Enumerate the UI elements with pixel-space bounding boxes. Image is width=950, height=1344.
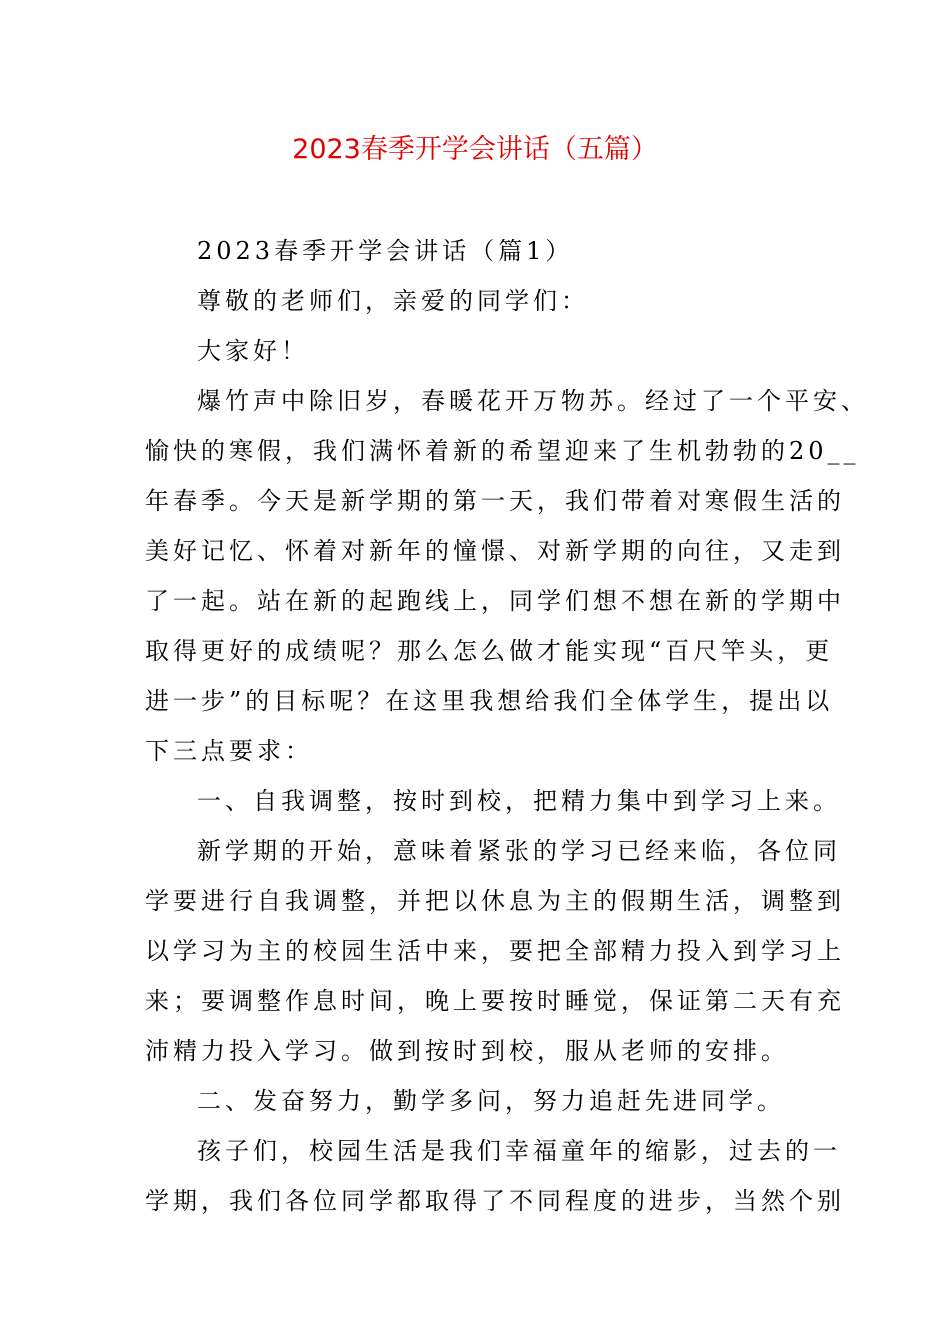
greeting: 大家好！ [197, 337, 309, 365]
salutation: 尊敬的老师们，亲爱的同学们： [197, 287, 589, 315]
paragraph-line: 新学期的开始，意味着紧张的学习已经来临，各位同 [197, 837, 841, 865]
paragraph-line: 爆竹声中除旧岁，春暖花开万物苏。经过了一个平安、 [197, 387, 869, 415]
paragraph-line: 美好记忆、怀着对新年的憧憬、对新学期的向往，又走到 [145, 537, 845, 565]
paragraph-line: 下三点要求： [145, 737, 313, 765]
paragraph-line: 愉快的寒假，我们满怀着新的希望迎来了生机勃勃的20__ [145, 437, 860, 465]
paragraph-line: 沛精力投入学习。做到按时到校，服从老师的安排。 [145, 1037, 789, 1065]
document-body [145, 226, 869, 1226]
document-title: 2023春季开学会讲话（五篇） [292, 134, 658, 165]
paragraph-line: 以学习为主的校园生活中来，要把全部精力投入到学习上 [145, 937, 845, 965]
paragraph-line: 孩子们，校园生活是我们幸福童年的缩影，过去的一 [197, 1137, 841, 1165]
section-heading: 2023春季开学会讲话（篇1） [197, 237, 574, 265]
paragraph-line: 年春季。今天是新学期的第一天，我们带着对寒假生活的 [145, 487, 845, 515]
paragraph-line: 进一步”的目标呢？在这里我想给我们全体学生，提出以 [145, 687, 834, 715]
paragraph-line: 学要进行自我调整，并把以休息为主的假期生活，调整到 [145, 887, 845, 915]
point-heading: 一、自我调整，按时到校，把精力集中到学习上来。 [197, 787, 841, 815]
point-heading: 二、发奋努力，勤学多问，努力追赶先进同学。 [197, 1087, 785, 1115]
paragraph-line: 了一起。站在新的起跑线上，同学们想不想在新的学期中 [145, 587, 845, 615]
paragraph-line: 取得更好的成绩呢？那么怎么做才能实现“百尺竿头，更 [145, 637, 834, 665]
paragraph-line: 来；要调整作息时间，晚上要按时睡觉，保证第二天有充 [145, 987, 845, 1015]
paragraph-line: 学期，我们各位同学都取得了不同程度的进步，当然个别 [145, 1187, 845, 1215]
